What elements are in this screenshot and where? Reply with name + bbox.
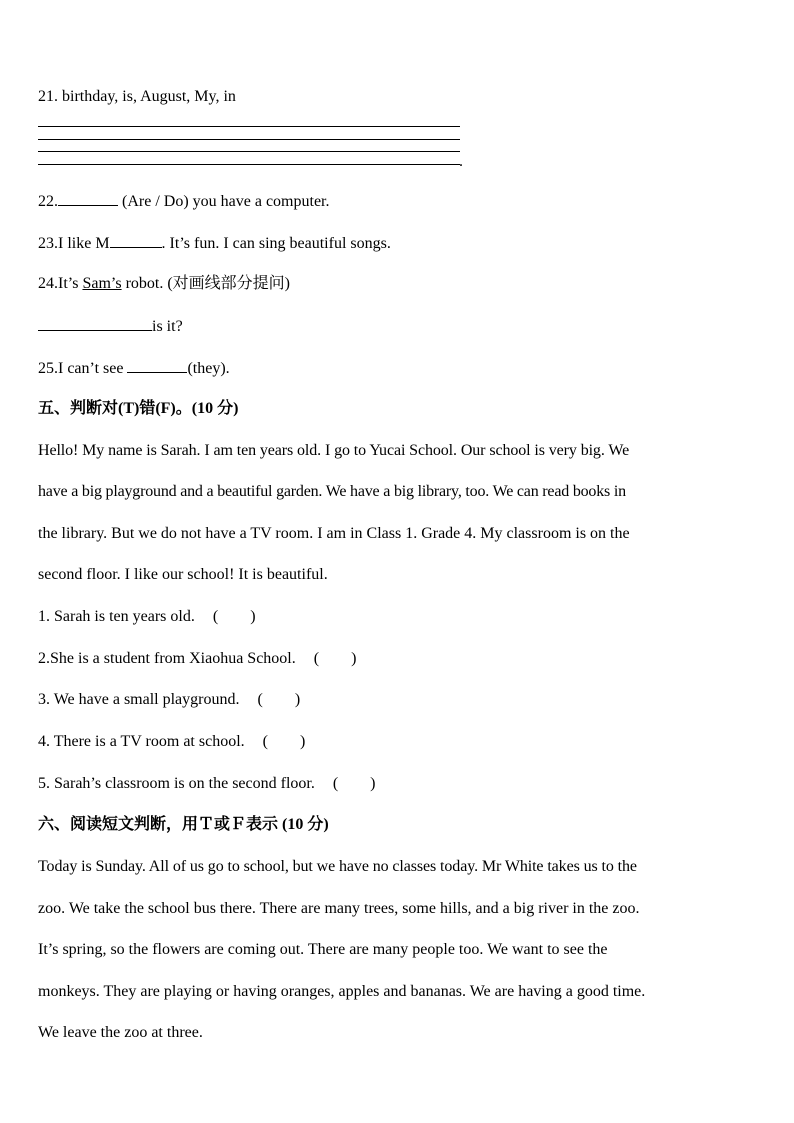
answer-line: [38, 151, 460, 152]
answer-parentheses[interactable]: ( ): [332, 775, 376, 792]
answer-blank[interactable]: [127, 358, 187, 373]
question-text: 23.I like M: [38, 235, 110, 252]
item-text: 1. Sarah is ten years old.: [38, 608, 195, 625]
answer-blank[interactable]: [110, 233, 162, 248]
question-24: [38, 274, 290, 294]
question-text: (Are / Do) you have a computer.: [118, 193, 330, 210]
answer-blank[interactable]: [58, 191, 118, 206]
answer-line: [38, 139, 460, 140]
question-text: 24.It’s: [38, 275, 83, 292]
passage-line: Today is Sunday. All of us go to school, but we have no classes today. Mr White takes us to the: [38, 858, 637, 875]
passage-line: zoo. We take the school bus there. There are many trees, some hills, and a big river in the zoo.: [38, 900, 640, 917]
question-23: [38, 233, 391, 254]
question-text-rest: (they).: [187, 360, 230, 377]
answer-blank[interactable]: [38, 316, 152, 331]
answer-parentheses[interactable]: ( ): [262, 733, 306, 750]
question-24-answer: [38, 316, 183, 337]
answer-tail: is it?: [152, 318, 183, 335]
passage-line: monkeys. They are playing or having oranges, apples and bananas. We are having a good time.: [38, 983, 646, 1000]
passage-line: have a big playground and a beautiful garden. We have a big library, too. We can read books in: [38, 483, 626, 500]
passage-line: second floor. I like our school! It is beautiful.: [38, 566, 328, 583]
answer-line: [38, 164, 460, 165]
item-text: 3. We have a small playground.: [38, 691, 240, 708]
answer-parentheses[interactable]: ( ): [313, 650, 357, 667]
question-text-rest: . It’s fun. I can sing beautiful songs.: [161, 235, 391, 252]
question-number: 22.: [38, 193, 58, 210]
judgement-item: [38, 649, 356, 669]
question-22: [38, 191, 329, 212]
end-period: .: [459, 153, 463, 170]
judgement-item: [38, 732, 305, 752]
question-text: 25.I can’t see: [38, 360, 128, 377]
question-text-rest: robot. (对画线部分提问): [121, 275, 291, 292]
answer-parentheses[interactable]: ( ): [257, 691, 301, 708]
item-text: 4. There is a TV room at school.: [38, 733, 245, 750]
passage-line: It’s spring, so the flowers are coming out. There are many people too. We want to see the: [38, 941, 608, 958]
judgement-item: [38, 774, 376, 794]
passage-line: the library. But we do not have a TV room. I am in Class 1. Grade 4. My classroom is on the: [38, 525, 630, 542]
judgement-item: [38, 690, 300, 710]
question-number: 21: [38, 88, 54, 105]
passage-line: Hello! My name is Sarah. I am ten years old. I go to Yucai School. Our school is very big. We: [38, 442, 630, 459]
item-text: 5. Sarah’s classroom is on the second floor.: [38, 775, 315, 792]
section-5-heading: 五、判断对(T)错(F)。(10 分): [38, 400, 239, 417]
judgement-item: [38, 607, 256, 627]
question-25: [38, 358, 230, 379]
question-words: . birthday, is, August, My, in: [54, 88, 236, 105]
underlined-word: Sam’s: [82, 275, 122, 292]
answer-parentheses[interactable]: ( ): [212, 608, 256, 625]
question-21: [38, 87, 236, 107]
answer-line: [38, 126, 460, 127]
item-text: 2.She is a student from Xiaohua School.: [38, 650, 296, 667]
passage-line: We leave the zoo at three.: [38, 1024, 203, 1041]
section-6-heading: 六、阅读短文判断，用Ｔ或Ｆ表示 (10 分): [38, 816, 329, 833]
